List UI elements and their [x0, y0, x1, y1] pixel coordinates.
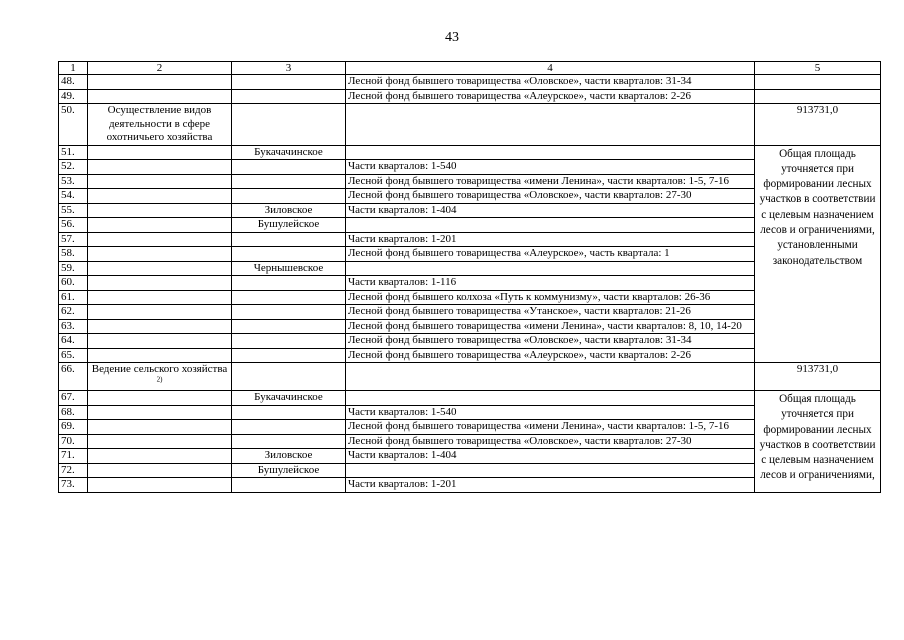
row-number: 57.: [59, 232, 88, 247]
forestry-cell: [232, 305, 346, 320]
activity-type-cell: [88, 75, 232, 90]
area-cell: [755, 75, 881, 90]
activity-type-cell: [88, 203, 232, 218]
row-number: 69.: [59, 420, 88, 435]
activity-type-cell: [88, 232, 232, 247]
table-row: [59, 363, 881, 391]
forestry-cell: [232, 104, 346, 146]
row-number: 66.: [59, 363, 88, 391]
location-cell: Части кварталов: 1-540: [346, 160, 755, 175]
row-number: 70.: [59, 434, 88, 449]
location-cell: Лесной фонд бывшего колхоза «Путь к коммунизму», части кварталов: 26-36: [346, 290, 755, 305]
row-number: 65.: [59, 348, 88, 363]
forestry-cell: Зиловское: [232, 449, 346, 464]
forestry-cell: [232, 247, 346, 262]
column-header: 1: [59, 62, 88, 75]
forestry-cell: [232, 160, 346, 175]
activity-type-cell: [88, 334, 232, 349]
forestry-cell: Букачачинское: [232, 145, 346, 160]
area-note-cell: Общая площадь уточняется при формировании лесных участков в соответствии с целевым назначением лесов и ограничениями, установленными законодательством: [755, 145, 881, 363]
forestry-cell: Бушулейское: [232, 218, 346, 233]
location-cell: [346, 104, 755, 146]
row-number: 62.: [59, 305, 88, 320]
location-cell: Лесной фонд бывшего товарищества «имени Ленина», части кварталов: 1-5, 7-16: [346, 174, 755, 189]
activity-type-cell: [88, 218, 232, 233]
activity-type-cell: [88, 319, 232, 334]
forestry-cell: [232, 232, 346, 247]
location-cell: Лесной фонд бывшего товарищества «имени Ленина», части кварталов: 8, 10, 14-20: [346, 319, 755, 334]
activity-type: Ведение сельского хозяйства: [91, 363, 228, 375]
location-cell: Части кварталов: 1-404: [346, 203, 755, 218]
forestry-cell: [232, 363, 346, 391]
location-cell: Части кварталов: 1-540: [346, 405, 755, 420]
column-header: 5: [755, 62, 881, 75]
location-cell: Лесной фонд бывшего товарищества «Алеурское», части кварталов: 2-26: [346, 89, 755, 104]
activity-type-cell: [88, 247, 232, 262]
activity-type-cell: [88, 174, 232, 189]
row-number: 73.: [59, 478, 88, 493]
activity-type-cell: [88, 261, 232, 276]
forestry-cell: [232, 334, 346, 349]
location-cell: Лесной фонд бывшего товарищества «Алеурское», части кварталов: 2-26: [346, 348, 755, 363]
row-number: 53.: [59, 174, 88, 189]
activity-type-cell: [88, 290, 232, 305]
column-header: 4: [346, 62, 755, 75]
activity-type-cell: [88, 434, 232, 449]
table-row: [59, 89, 881, 104]
row-number: 58.: [59, 247, 88, 262]
activity-type-cell: [88, 420, 232, 435]
forestry-cell: Бушулейское: [232, 463, 346, 478]
activity-type: Осуществление видов деятельности в сфере охотничьего хозяйства: [106, 104, 213, 143]
activity-type-cell: [88, 145, 232, 160]
row-number: 67.: [59, 391, 88, 406]
row-number: 49.: [59, 89, 88, 104]
activity-type-cell: [88, 463, 232, 478]
row-number: 59.: [59, 261, 88, 276]
activity-type-cell: [88, 160, 232, 175]
location-cell: Части кварталов: 1-404: [346, 449, 755, 464]
location-cell: [346, 391, 755, 406]
activity-type-cell: [88, 363, 232, 391]
column-header: 3: [232, 62, 346, 75]
location-cell: Части кварталов: 1-201: [346, 232, 755, 247]
activity-type-cell: [88, 391, 232, 406]
row-number: 55.: [59, 203, 88, 218]
forestry-cell: [232, 319, 346, 334]
location-cell: Лесной фонд бывшего товарищества «Утанское», части кварталов: 21-26: [346, 305, 755, 320]
forestry-cell: [232, 89, 346, 104]
location-cell: [346, 363, 755, 391]
activity-type-cell: [88, 348, 232, 363]
table-row: [59, 75, 881, 90]
location-cell: Лесной фонд бывшего товарищества «Оловское», части кварталов: 27-30: [346, 434, 755, 449]
location-cell: Части кварталов: 1-116: [346, 276, 755, 291]
forestry-cell: [232, 348, 346, 363]
forestry-cell: [232, 174, 346, 189]
row-number: 52.: [59, 160, 88, 175]
area-note-cell: Общая площадь уточняется при формировании лесных участков в соответствии с целевым назначением лесов и ограничениями,: [755, 391, 881, 493]
row-number: 51.: [59, 145, 88, 160]
row-number: 63.: [59, 319, 88, 334]
forestry-cell: [232, 189, 346, 204]
row-number: 61.: [59, 290, 88, 305]
table-row: [59, 391, 881, 406]
activity-type-cell: [88, 449, 232, 464]
row-number: 71.: [59, 449, 88, 464]
activity-type-cell: [88, 89, 232, 104]
table-row: [59, 145, 881, 160]
location-cell: Лесной фонд бывшего товарищества «Оловское», части кварталов: 27-30: [346, 189, 755, 204]
location-cell: [346, 218, 755, 233]
location-cell: [346, 261, 755, 276]
area-cell: [755, 89, 881, 104]
table-row: [59, 104, 881, 146]
forestry-cell: [232, 405, 346, 420]
location-cell: Лесной фонд бывшего товарищества «имени Ленина», части кварталов: 1-5, 7-16: [346, 420, 755, 435]
location-cell: Лесной фонд бывшего товарищества «Оловское», части кварталов: 31-34: [346, 334, 755, 349]
activity-type-cell: [88, 104, 232, 146]
forest-table: [58, 61, 881, 493]
page-number: 43: [445, 30, 459, 45]
column-header: 2: [88, 62, 232, 75]
location-cell: Лесной фонд бывшего товарищества «Оловское», части кварталов: 31-34: [346, 75, 755, 90]
area-cell: 913731,0: [755, 104, 881, 146]
row-number: 60.: [59, 276, 88, 291]
location-cell: [346, 463, 755, 478]
forestry-cell: Зиловское: [232, 203, 346, 218]
row-number: 68.: [59, 405, 88, 420]
forestry-cell: [232, 290, 346, 305]
activity-type-cell: [88, 305, 232, 320]
activity-type-cell: [88, 478, 232, 493]
row-number: 54.: [59, 189, 88, 204]
forestry-cell: Чернышевское: [232, 261, 346, 276]
forestry-cell: Букачачинское: [232, 391, 346, 406]
location-cell: Части кварталов: 1-201: [346, 478, 755, 493]
row-number: 64.: [59, 334, 88, 349]
forestry-cell: [232, 420, 346, 435]
area-cell: 913731,0: [755, 363, 881, 391]
forestry-cell: [232, 478, 346, 493]
footnote-marker: 2): [156, 374, 163, 383]
activity-type-cell: [88, 405, 232, 420]
activity-type-cell: [88, 276, 232, 291]
forestry-cell: [232, 434, 346, 449]
table-header-row: [59, 62, 881, 75]
row-number: 72.: [59, 463, 88, 478]
row-number: 48.: [59, 75, 88, 90]
location-cell: [346, 145, 755, 160]
forestry-cell: [232, 276, 346, 291]
row-number: 56.: [59, 218, 88, 233]
forestry-cell: [232, 75, 346, 90]
activity-type-cell: [88, 189, 232, 204]
row-number: 50.: [59, 104, 88, 146]
location-cell: Лесной фонд бывшего товарищества «Алеурское», часть квартала: 1: [346, 247, 755, 262]
